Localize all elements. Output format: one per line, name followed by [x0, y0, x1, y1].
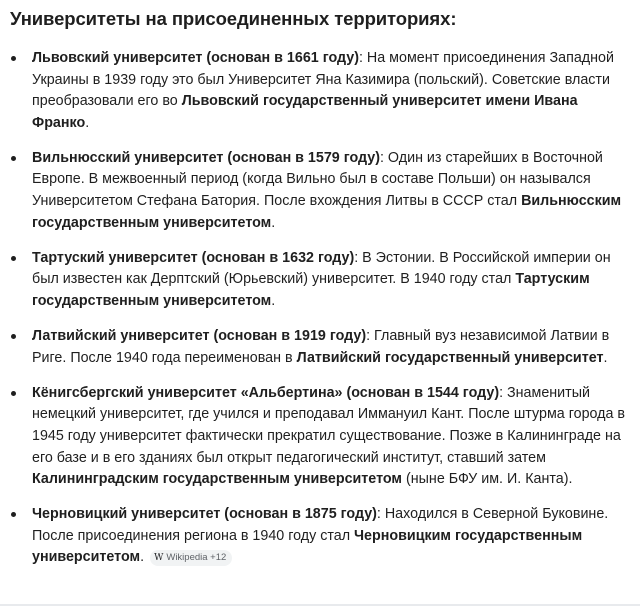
item-text: : На момент присоединения Западной Украины в 1939 году это был Университет Яна Казимира (польский). Советские власти преобразовали его во [32, 50, 614, 110]
bullet-icon [11, 334, 16, 339]
item-text-end: (ныне БФУ им. И. Канта). [402, 471, 573, 488]
item-title: Латвийский университет (основан в 1919 году) [32, 328, 367, 345]
item-text: : В Эстонии. В Российской империи он был известен как Дерптский (Юрьевский) университет. В 1940 году стал [32, 249, 611, 288]
item-title: Вильнюсский университет (основан в 1579 году) [32, 149, 380, 166]
bullet-icon [11, 391, 16, 396]
item-bold-name: Черновицким государственным университетом [32, 527, 583, 566]
bullet-icon [11, 156, 16, 161]
list-item-chernivtsi [0, 504, 640, 569]
wikipedia-icon: W [154, 553, 164, 564]
item-text: : Один из старейших в Восточной Европе. В межвоенный период (когда Вильно был в составе Польши) он назывался Университетом Стефана Батория. После вхождения Литвы в СССР стал [32, 149, 603, 210]
list-item-lviv [0, 48, 640, 134]
list-item-tartu [0, 248, 640, 313]
university-list [0, 48, 640, 569]
item-title: Тартуский университет (основан в 1632 году) [32, 249, 355, 266]
item-title: Львовский университет (основан в 1661 году) [32, 50, 359, 66]
item-bold-name: Тартуским государственным университетом [32, 271, 590, 309]
item-title: Кёнигсбергский университет «Альбертина» (основан в 1544 году) [32, 384, 500, 401]
item-text-end: . [85, 114, 90, 131]
list-item-latvia [0, 326, 640, 369]
item-title: Черновицкий университет (основан в 1875 году) [32, 506, 377, 523]
item-text-end: . [271, 214, 276, 231]
item-text-end: . [140, 549, 145, 566]
list-item-vilnius [0, 148, 640, 234]
source-chip[interactable] [150, 550, 232, 566]
source-chip-label: Wikipedia +12 [166, 552, 227, 564]
item-bold-name: Вильнюсским государственным университетом [32, 193, 622, 231]
item-bold-name: Латвийский государственный университет [296, 349, 604, 366]
item-bold-name: Калининградским государственным университетом [32, 471, 403, 488]
section-heading: Университеты на присоединенных территориях: [10, 8, 457, 29]
item-bold-name: Львовский государственный университет имени Ивана Франко [32, 93, 578, 131]
item-text-end: . [603, 349, 608, 366]
item-text: : Находился в Северной Буковине. После присоединения региона в 1940 году стал [32, 506, 609, 544]
item-text-end: . [271, 292, 276, 309]
item-text: : Главный вуз независимой Латвии в Риге. После 1940 года переименован в [32, 328, 610, 366]
item-text: : Знаменитый немецкий университет, где учился и преподавал Иммануил Кант. После штурма города в 1945 году университет фактически прекратил существование. Позже в Калининграде на его базе и в его зданиях был открыт педагогический институт, ставший затем [32, 384, 626, 466]
bullet-icon [11, 56, 16, 61]
list-item-konigsberg [0, 383, 640, 491]
bullet-icon [11, 256, 16, 261]
bullet-icon [11, 512, 16, 517]
